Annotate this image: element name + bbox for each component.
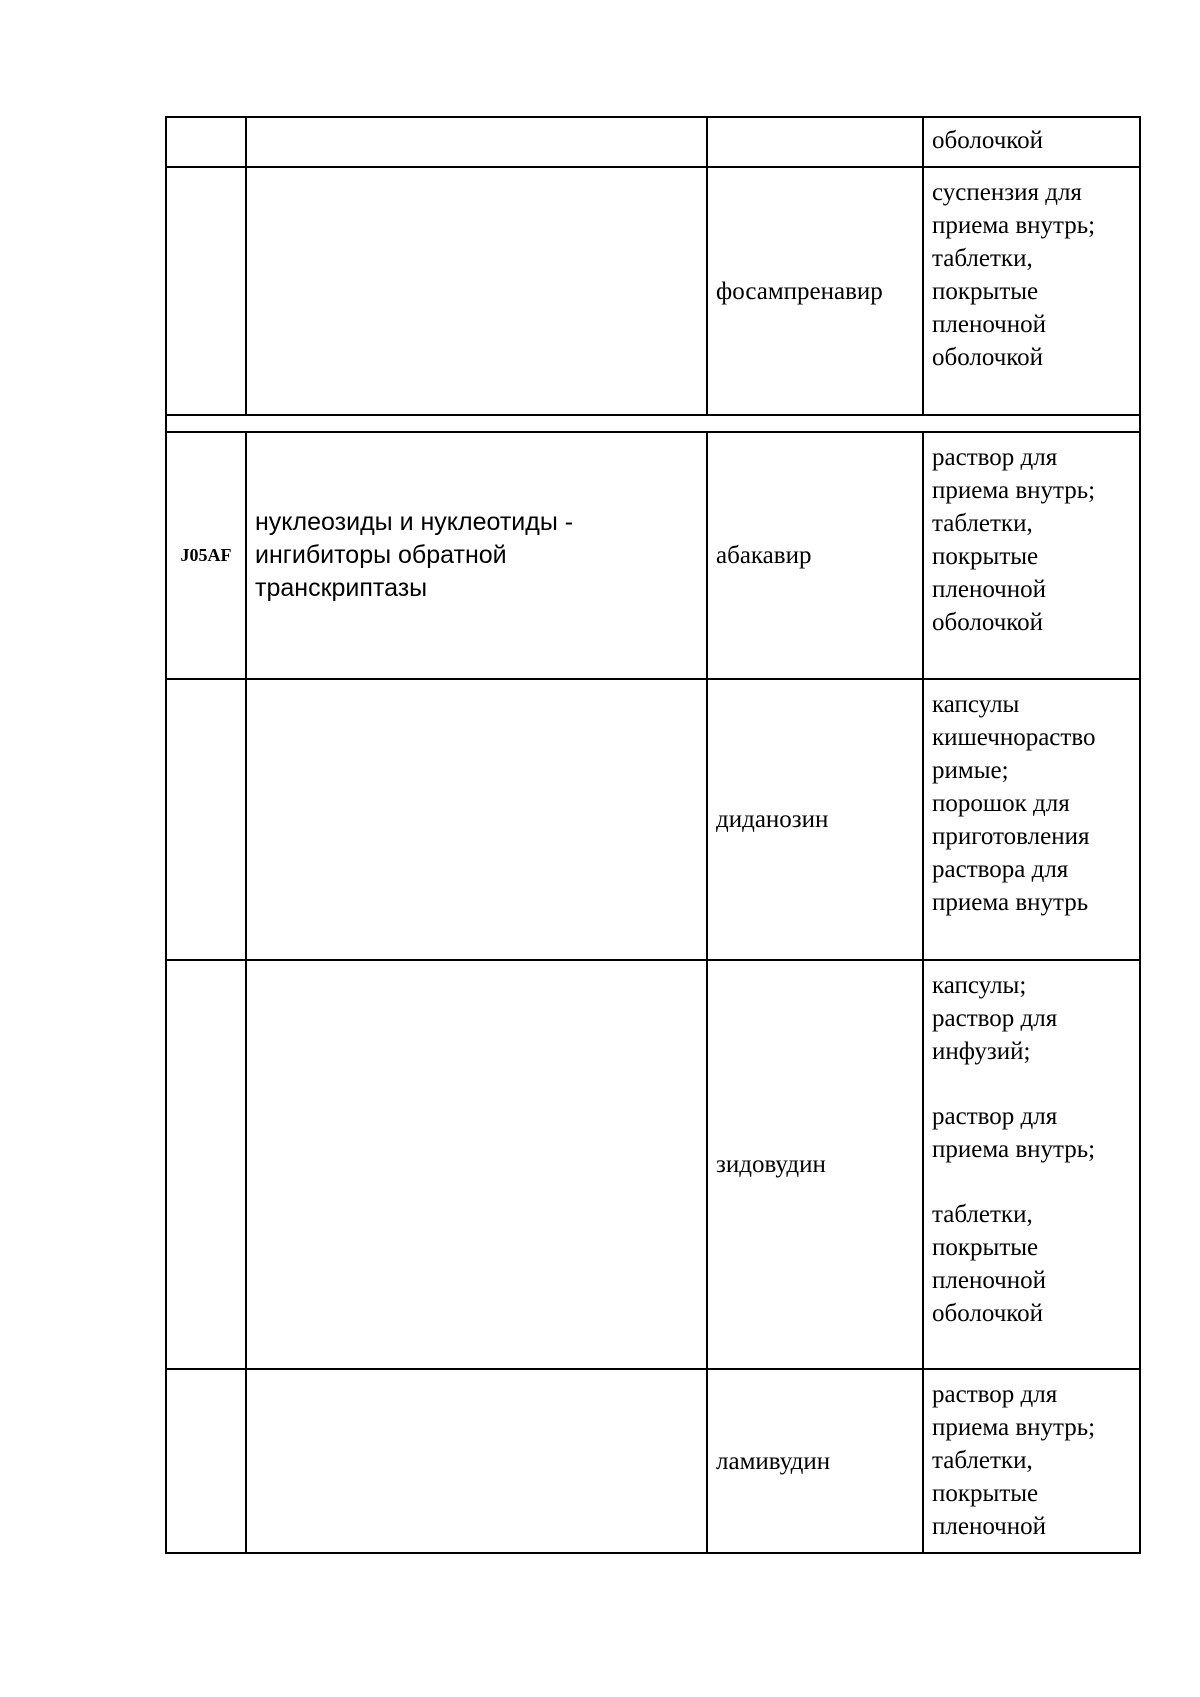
drug-name-cell: абакавир [707, 432, 923, 679]
table-row [166, 679, 1140, 960]
dosage-form-cell [923, 1369, 1140, 1553]
dosage-form-text: оболочкой [932, 127, 1044, 154]
table-row [166, 960, 1140, 1369]
dosage-form-cell [923, 432, 1140, 679]
group-name-cell [246, 432, 707, 679]
drug-name-cell: диданозин [707, 679, 923, 960]
group-name-cell [246, 960, 707, 1369]
drug-name-cell: зидовудин [707, 960, 923, 1369]
dosage-form-cell [923, 167, 1140, 415]
atc-code-cell [166, 117, 246, 167]
dosage-form-text: раствор для приема внутрь; таблетки, покрытые пленочной оболочкой [932, 444, 1096, 636]
table-row [166, 167, 1140, 415]
table-row [166, 432, 1140, 679]
table-row [166, 117, 1140, 167]
atc-code-cell [166, 679, 246, 960]
drug-name-cell: фосампренавир [707, 167, 923, 415]
drug-table [165, 116, 1141, 1554]
group-name-cell [246, 167, 707, 415]
dosage-form-cell [923, 960, 1140, 1369]
atc-code-cell [166, 960, 246, 1369]
dosage-form-text: суспензия для приема внутрь; таблетки, покрытые пленочной оболочкой [932, 179, 1096, 371]
drug-name-cell: ламивудин [707, 1369, 923, 1553]
dosage-form-text: таблетки, покрытые пленочной оболочкой [932, 1201, 1047, 1327]
dosage-form-text: капсулы; раствор для инфузий; [932, 972, 1058, 1065]
group-name-cell [246, 1369, 707, 1553]
atc-code-cell [166, 1369, 246, 1553]
group-name-cell [246, 117, 707, 167]
atc-code-cell: J05AF [166, 432, 246, 679]
dosage-form-text: раствор для приема внутрь; [932, 1103, 1096, 1163]
table-separator-row [166, 415, 1140, 432]
dosage-form-text: капсулы кишечнораство римые; порошок для приготовления раствора для приема внутрь [932, 691, 1096, 916]
dosage-form-text: раствор для приема внутрь; таблетки, покрытые пленочной [932, 1381, 1096, 1540]
table-row [166, 1369, 1140, 1553]
group-name-cell [246, 679, 707, 960]
separator-cell [166, 415, 1140, 432]
group-name-text: нуклеозиды и нуклеотиды - ингибиторы обратной транскриптазы [255, 508, 574, 602]
drug-name-cell [707, 117, 923, 167]
dosage-form-cell [923, 679, 1140, 960]
atc-code-cell [166, 167, 246, 415]
dosage-form-cell [923, 117, 1140, 167]
